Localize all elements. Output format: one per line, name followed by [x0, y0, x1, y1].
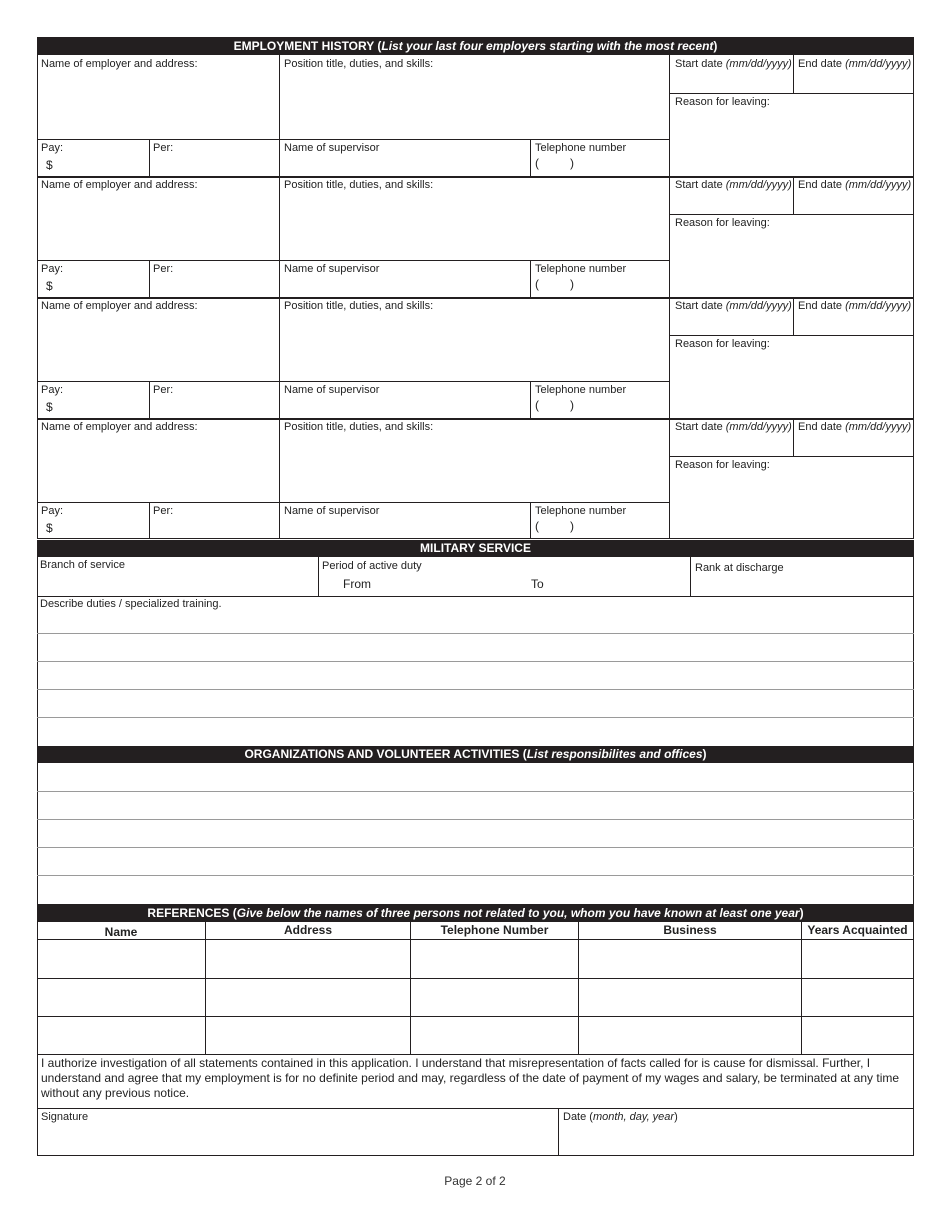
column-header-telephone: Telephone Number: [440, 923, 549, 937]
divider: [913, 55, 914, 176]
duties-line-2[interactable]: [38, 634, 913, 661]
divider: [913, 418, 914, 539]
reference-2-name-field[interactable]: [38, 979, 205, 1017]
start-date-format: (mm/dd/yyyy): [725, 300, 792, 312]
end-date-label: [798, 179, 911, 192]
employer-address-field[interactable]: [38, 71, 279, 139]
per-label: Per:: [153, 142, 174, 154]
telephone-label: Telephone number: [535, 263, 627, 275]
reason-for-leaving-field[interactable]: [670, 472, 913, 539]
position-title-label: Position title, duties, and skills:: [284, 179, 434, 191]
pay-field[interactable]: [55, 275, 149, 297]
supervisor-field[interactable]: [280, 396, 530, 418]
organizations-line-1[interactable]: [38, 763, 913, 791]
divider: [913, 176, 914, 297]
reference-2-business-field[interactable]: [579, 979, 801, 1017]
military-service-section: [37, 557, 914, 746]
area-code-close: ): [570, 156, 574, 170]
period-active-duty-label: Period of active duty: [322, 560, 422, 572]
end-date-field[interactable]: [794, 434, 913, 456]
divider: [37, 1155, 914, 1156]
position-duties-field[interactable]: [280, 434, 669, 502]
signature-date-text: Date (: [563, 1111, 593, 1123]
reason-for-leaving-label: Reason for leaving:: [675, 459, 770, 471]
per-field[interactable]: [150, 396, 279, 418]
employer-block-4: [37, 418, 914, 539]
divider: [37, 502, 669, 503]
supervisor-field[interactable]: [280, 275, 530, 297]
reference-1-telephone-field[interactable]: [411, 940, 578, 978]
telephone-field[interactable]: [531, 517, 669, 539]
organizations-header-italic: List responsibilites and offices: [526, 747, 703, 761]
reference-3-telephone-field[interactable]: [411, 1017, 578, 1054]
employer-address-label: Name of employer and address:: [41, 179, 198, 191]
reference-3-years-acquainted-field[interactable]: [802, 1017, 913, 1054]
divider: [37, 1108, 914, 1109]
area-code-open: (: [535, 398, 539, 412]
period-to-field[interactable]: [549, 573, 689, 595]
supervisor-label: Name of supervisor: [284, 142, 380, 154]
organizations-line-2[interactable]: [38, 792, 913, 819]
supervisor-label: Name of supervisor: [284, 263, 380, 275]
organizations-header-text: ORGANIZATIONS AND VOLUNTEER ACTIVITIES (: [244, 747, 527, 761]
page-number: Page 2 of 2: [444, 1174, 506, 1188]
period-from-field[interactable]: [377, 573, 527, 595]
authorization-text: I authorize investigation of all statements contained in this application. I understand that misrepresentation of facts called for is cause for dismissal. Further, I understand and agree that my employment is for no definite period and may, regardless of the date of payment of my wages and salary, be terminated at any time without any previous notice.: [41, 1056, 900, 1100]
reference-1-years-acquainted-field[interactable]: [802, 940, 913, 978]
signature-field[interactable]: [38, 1124, 557, 1155]
column-header-years-acquainted: Years Acquainted: [807, 923, 908, 937]
reason-for-leaving-field[interactable]: [670, 230, 913, 297]
end-date-format: (mm/dd/yyyy): [845, 421, 912, 433]
end-date-text: End date: [798, 58, 843, 70]
area-code-close: ): [570, 277, 574, 291]
start-date-label: [675, 179, 792, 192]
military-header-text: MILITARY SERVICE: [420, 541, 531, 555]
organizations-line-5[interactable]: [38, 876, 913, 904]
telephone-field[interactable]: [531, 275, 669, 297]
military-service-header: [37, 540, 914, 557]
reason-for-leaving-field[interactable]: [670, 351, 913, 418]
end-date-format: (mm/dd/yyyy): [845, 300, 912, 312]
start-date-label: [675, 421, 792, 434]
start-date-format: (mm/dd/yyyy): [725, 421, 792, 433]
divider: [37, 260, 669, 261]
area-code-open: (: [535, 156, 539, 170]
divider: [913, 922, 914, 1054]
signature-date-close: ): [674, 1111, 678, 1123]
reason-for-leaving-label: Reason for leaving:: [675, 96, 770, 108]
reference-2-years-acquainted-field[interactable]: [802, 979, 913, 1017]
per-field[interactable]: [150, 154, 279, 176]
per-field[interactable]: [150, 275, 279, 297]
end-date-label: [798, 421, 911, 434]
end-date-text: End date: [798, 421, 843, 433]
signature-date-field[interactable]: [559, 1124, 913, 1155]
end-date-format: (mm/dd/yyyy): [845, 58, 912, 70]
area-code-close: ): [570, 519, 574, 533]
reference-1-business-field[interactable]: [579, 940, 801, 978]
organizations-header-close: ): [702, 747, 707, 761]
reference-3-name-field[interactable]: [38, 1017, 205, 1054]
end-date-format: (mm/dd/yyyy): [845, 179, 912, 191]
to-label: To: [531, 577, 544, 591]
start-date-field[interactable]: [670, 313, 793, 335]
start-date-text: Start date: [675, 300, 723, 312]
reason-for-leaving-label: Reason for leaving:: [675, 338, 770, 350]
divider: [37, 381, 669, 382]
duties-label: Describe duties / specialized training.: [40, 598, 222, 610]
divider: [37, 176, 914, 178]
pay-currency-symbol: $: [46, 158, 53, 172]
divider: [37, 418, 914, 420]
pay-label: Pay:: [41, 505, 64, 517]
start-date-field[interactable]: [670, 71, 793, 93]
organizations-line-4[interactable]: [38, 848, 913, 875]
divider: [37, 1054, 914, 1055]
pay-label: Pay:: [41, 142, 64, 154]
organizations-line-3[interactable]: [38, 820, 913, 847]
position-duties-field[interactable]: [280, 313, 669, 381]
divider: [669, 93, 914, 94]
employment-header-text: EMPLOYMENT HISTORY (: [233, 39, 382, 53]
organizations-header: [37, 746, 914, 763]
per-label: Per:: [153, 505, 174, 517]
area-code-open: (: [535, 519, 539, 533]
telephone-label: Telephone number: [535, 384, 627, 396]
authorization-section: [37, 1054, 914, 1156]
telephone-label: Telephone number: [535, 142, 627, 154]
reference-2-telephone-field[interactable]: [411, 979, 578, 1017]
employment-header-italic: List your last four employers starting with the most recent: [381, 39, 714, 53]
rank-at-discharge-field[interactable]: [691, 575, 913, 595]
divider: [669, 214, 914, 215]
reason-for-leaving-label: Reason for leaving:: [675, 217, 770, 229]
end-date-label: [798, 300, 911, 313]
references-header: [37, 904, 914, 922]
employer-address-field[interactable]: [38, 434, 279, 502]
rank-at-discharge-label: Rank at discharge: [695, 562, 784, 574]
reference-1-name-field[interactable]: [38, 940, 205, 978]
telephone-field[interactable]: [531, 154, 669, 176]
signature-date-label: [563, 1111, 678, 1124]
telephone-label: Telephone number: [535, 505, 627, 517]
signature-label: Signature: [41, 1111, 89, 1123]
start-date-format: (mm/dd/yyyy): [725, 179, 792, 191]
pay-field[interactable]: [55, 154, 149, 176]
column-header-name: Name: [104, 925, 138, 939]
supervisor-field[interactable]: [280, 517, 530, 539]
employment-history-header: [37, 37, 914, 55]
telephone-field[interactable]: [531, 396, 669, 418]
reference-3-address-field[interactable]: [206, 1017, 410, 1054]
divider: [37, 297, 914, 299]
position-title-label: Position title, duties, and skills:: [284, 300, 434, 312]
per-label: Per:: [153, 263, 174, 275]
reference-1-address-field[interactable]: [206, 940, 410, 978]
pay-currency-symbol: $: [46, 279, 53, 293]
reference-3-business-field[interactable]: [579, 1017, 801, 1054]
start-date-field[interactable]: [670, 434, 793, 456]
employer-address-label: Name of employer and address:: [41, 300, 198, 312]
end-date-text: End date: [798, 179, 843, 191]
duties-line-4[interactable]: [38, 690, 913, 717]
branch-of-service-label: Branch of service: [40, 559, 125, 571]
start-date-text: Start date: [675, 179, 723, 191]
divider: [318, 557, 319, 596]
references-header-close: ): [799, 906, 804, 920]
divider: [669, 456, 914, 457]
branch-of-service-field[interactable]: [38, 571, 317, 595]
employment-header-close: ): [713, 39, 718, 53]
signature-date-format: month, day, year: [592, 1111, 675, 1123]
divider: [913, 1054, 914, 1156]
pay-field[interactable]: [55, 517, 149, 539]
per-label: Per:: [153, 384, 174, 396]
start-date-format: (mm/dd/yyyy): [725, 58, 792, 70]
start-date-field[interactable]: [670, 192, 793, 214]
area-code-close: ): [570, 398, 574, 412]
divider: [913, 763, 914, 904]
reference-2-address-field[interactable]: [206, 979, 410, 1017]
area-code-open: (: [535, 277, 539, 291]
employer-address-field[interactable]: [38, 192, 279, 260]
duties-line-3[interactable]: [38, 662, 913, 689]
pay-currency-symbol: $: [46, 521, 53, 535]
position-duties-field[interactable]: [280, 71, 669, 139]
references-table: [37, 922, 914, 1054]
position-title-label: Position title, duties, and skills:: [284, 58, 434, 70]
end-date-field[interactable]: [794, 71, 913, 93]
end-date-label: [798, 58, 911, 71]
divider: [913, 297, 914, 418]
pay-label: Pay:: [41, 384, 64, 396]
divider: [669, 335, 914, 336]
column-header-business: Business: [663, 923, 717, 937]
start-date-text: Start date: [675, 58, 723, 70]
start-date-label: [675, 300, 792, 313]
employer-address-field[interactable]: [38, 313, 279, 381]
reason-for-leaving-field[interactable]: [670, 109, 913, 176]
from-label: From: [343, 577, 371, 591]
end-date-text: End date: [798, 300, 843, 312]
supervisor-label: Name of supervisor: [284, 505, 380, 517]
employer-address-label: Name of employer and address:: [41, 421, 198, 433]
pay-label: Pay:: [41, 263, 64, 275]
column-header-address: Address: [283, 923, 333, 937]
supervisor-label: Name of supervisor: [284, 384, 380, 396]
pay-currency-symbol: $: [46, 400, 53, 414]
divider: [37, 139, 669, 140]
end-date-field[interactable]: [794, 313, 913, 335]
employer-block-3: [37, 297, 914, 418]
position-duties-field[interactable]: [280, 192, 669, 260]
pay-field[interactable]: [55, 396, 149, 418]
per-field[interactable]: [150, 517, 279, 539]
start-date-text: Start date: [675, 421, 723, 433]
references-header-italic: Give below the names of three persons not related to you, whom you have known at least one year: [236, 906, 800, 920]
employer-address-label: Name of employer and address:: [41, 58, 198, 70]
references-header-text: REFERENCES (: [147, 906, 237, 920]
duties-line-1[interactable]: [38, 611, 913, 633]
end-date-field[interactable]: [794, 192, 913, 214]
employer-block-1: [37, 55, 914, 176]
start-date-label: [675, 58, 792, 71]
organizations-section: [37, 763, 914, 904]
supervisor-field[interactable]: [280, 154, 530, 176]
divider: [37, 596, 914, 597]
employer-block-2: [37, 176, 914, 297]
duties-line-5[interactable]: [38, 718, 913, 746]
position-title-label: Position title, duties, and skills:: [284, 421, 434, 433]
